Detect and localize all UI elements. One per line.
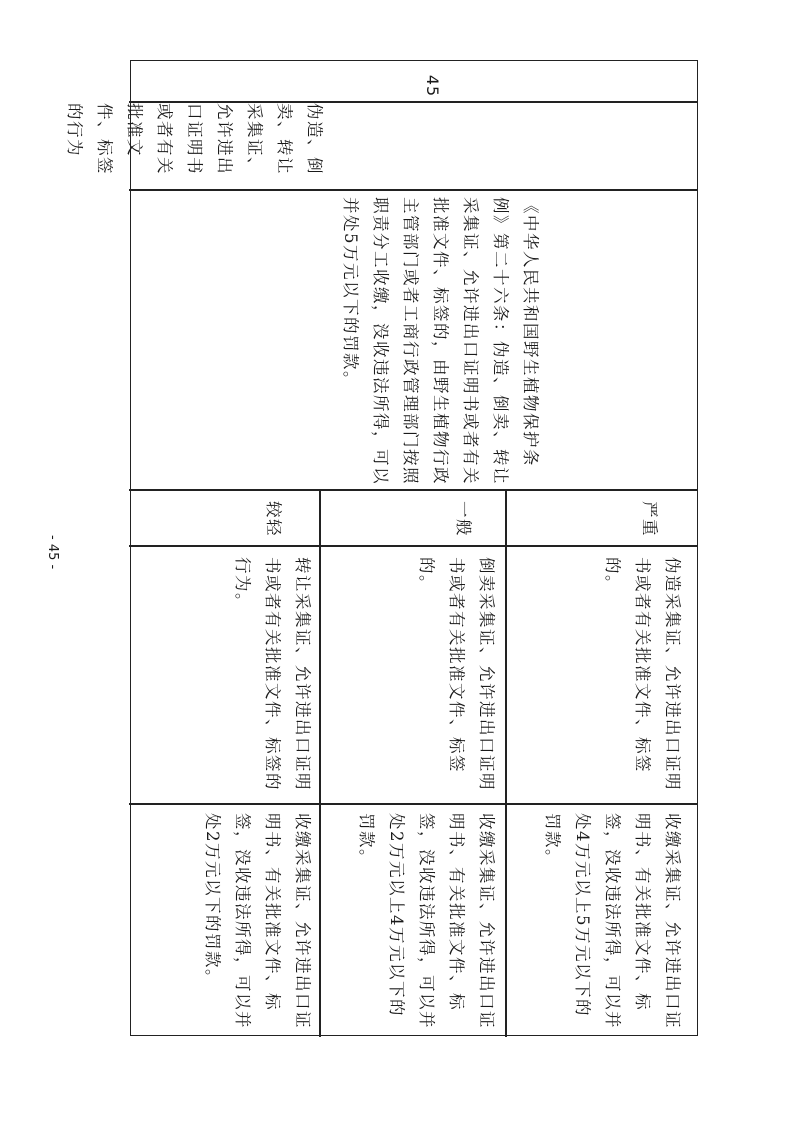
illegal-behavior-cell: 伪造、倒卖、转让采集证、允许进出口证明书或者有关批准文件、标签的行为 xyxy=(65,103,324,175)
rule-circumstances xyxy=(129,803,697,805)
level-cell-serious: 严重 xyxy=(640,501,659,537)
penalty-cell-minor: 收缴采集证、允许进出口证明书、有关批准文件、标签，没收违法所得，可以并处2万元以下的罚款。 xyxy=(203,813,312,1029)
rotated-page-content xyxy=(65,60,698,1036)
penalty-cell-general: 收缴采集证、允许进出口证明书、有关批准文件、标签，没收违法所得，可以并处2万元以上4万元以下的罚款。 xyxy=(357,813,496,1029)
rule-row-minor xyxy=(320,489,322,1037)
page-footer: - 45 - xyxy=(45,535,60,570)
law-basis-cell: 《中华人民共和国野生植物保护条例》第二十六条：伪造、倒卖、转让采集证、允许进出口证明书或者有关批准文件、标签的，由野生植物行政主管部门或者工商行政管理部门按照职责分工收缴，没收违法所得，可以并处5万元以下的罚款。 xyxy=(341,197,540,485)
rule-law-basis xyxy=(129,489,697,491)
rule-behavior xyxy=(129,189,697,191)
circumstance-cell-serious: 伪造采集证、允许进出口证明书或者有关批准文件、标签的。 xyxy=(603,557,682,791)
rule-level-header xyxy=(129,545,697,547)
level-cell-minor: 较轻 xyxy=(264,501,283,537)
circumstance-cell-general: 倒卖采集证、允许进出口证明书或者有关批准文件、标签的。 xyxy=(417,557,496,791)
level-cell-general: 一般 xyxy=(454,501,473,537)
page-number-top: 45 xyxy=(423,74,442,98)
rule-row-general xyxy=(506,489,508,1037)
penalty-cell-serious: 收缴采集证、允许进出口证明书、有关批准文件、标签，没收违法所得，可以并处4万元以上5万元以下的罚款。 xyxy=(543,813,682,1029)
circumstance-cell-minor: 转让采集证、允许进出口证明书或者有关批准文件、标签的行为。 xyxy=(233,557,312,791)
penalty-standard-table xyxy=(65,60,698,1036)
